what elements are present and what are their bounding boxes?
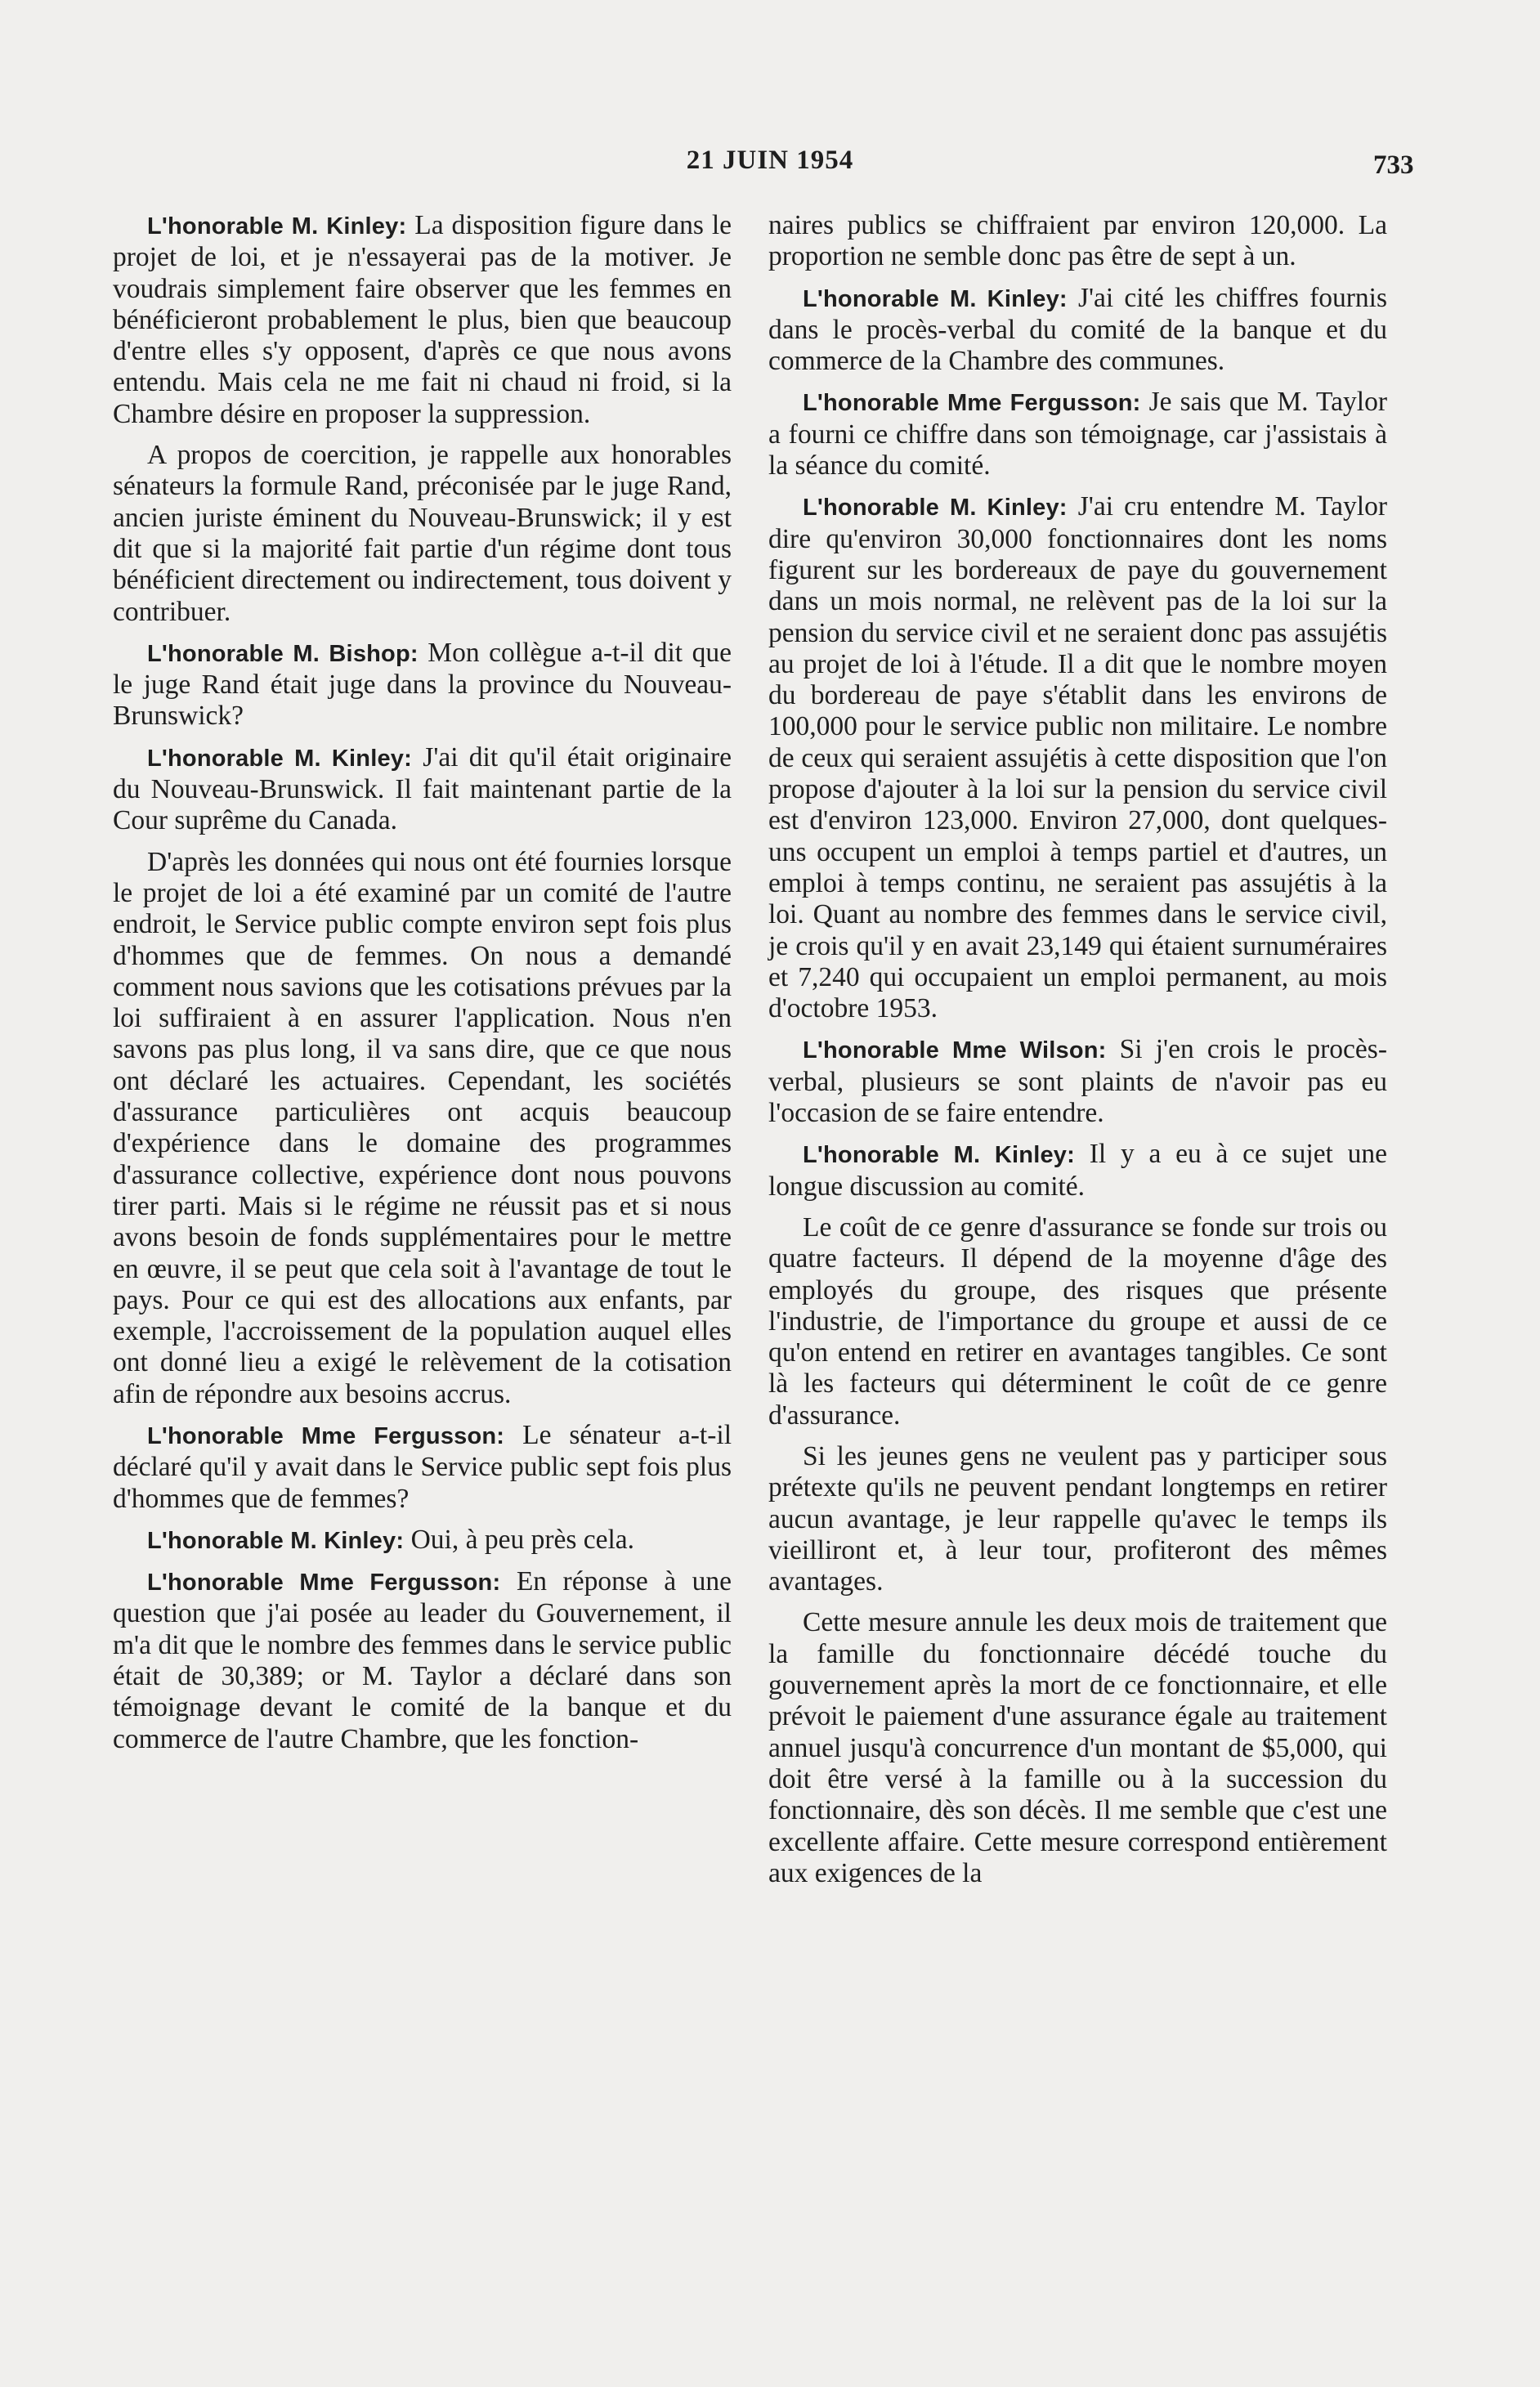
- paragraph-text: Le coût de ce genre d'assurance se fonde sur trois ou quatre facteurs. Il dépend de la moyenne d'âge des employés du groupe, des risques que présente l'industrie, de l'importance du groupe et aussi de ce qu'on entend en retirer en avantages tangibles. Ce sont là les facteurs qui déterminent le coût de ce genre d'assurance.: [768, 1211, 1387, 1431]
- paragraph: [768, 1212, 1387, 1431]
- paragraph-text: Si les jeunes gens ne veulent pas y participer sous prétexte qu'ils ne peuvent pendant longtemps en retirer aucun avantage, je leur rappelle qu'avec le temps ils vieilliront et, à leur tour, profiteront des mêmes avantages.: [768, 1440, 1387, 1597]
- paragraph: [768, 1034, 1387, 1129]
- paragraph-text: J'ai cité les chiffres fournis dans le procès-verbal du comité de la banque et du commerce de la Chambre des communes.: [768, 282, 1388, 377]
- paragraph-text: A propos de coercition, je rappelle aux honorables sénateurs la formule Rand, préconisée par le juge Rand, ancien juriste éminent du Nouveau-Brunswick; il y est dit que si la majorité fait partie d'un régime dont tous bénéficient directement ou indirectement, tous doivent y contribuer.: [113, 440, 732, 627]
- paragraph: [113, 847, 732, 1410]
- page-number: 733: [1373, 150, 1414, 180]
- speaker-label: L'honorable Mme Fergusson:: [803, 390, 1141, 417]
- speaker-label: L'honorable M. Kinley:: [147, 745, 412, 772]
- page-date: 21 JUIN 1954: [686, 146, 854, 175]
- speaker-label: L'honorable M. Kinley:: [803, 1142, 1075, 1169]
- speaker-label: L'honorable Mme Fergusson:: [147, 1422, 505, 1449]
- paragraph: [113, 638, 732, 732]
- paragraph: [768, 1441, 1387, 1597]
- paragraph-text: J'ai cru entendre M. Taylor dire qu'environ 30,000 fonctionnaires dont les noms figurent sur les bordereaux de paye du gouvernement dans un mois normal, ne relèvent pas de la loi sur la pension du service civil et ne seraient donc pas assujétis au projet de loi à l'étude. Il a dit que le nombre moyen du bordereau de paye s'établit dans les environs de 100,000 pour le service public non militaire. Le nombre de ceux qui seraient assujétis à cette disposition que l'on propose d'ajouter à la loi sur la pension du service civil est d'environ 123,000. Environ 27,000, dont quelques-uns occupent un emploi à temps partiel et d'autres, un emploi à temps continu, ne seraient pas assujétis à la loi. Quant au nombre des femmes dans le service civil, je crois qu'il y en avait 23,149 qui étaient surnuméraires et 7,240 qui occupaient un emploi permanent, au mois d'octobre 1953.: [768, 491, 1388, 1024]
- right-column: [768, 210, 1387, 1899]
- paragraph: [113, 1420, 732, 1515]
- speaker-label: L'honorable M. Bishop:: [147, 640, 419, 667]
- speaker-label: L'honorable M. Kinley:: [803, 495, 1068, 522]
- paragraph: [113, 440, 732, 628]
- paragraph: [768, 1607, 1387, 1889]
- paragraph-text: Cette mesure annule les deux mois de traitement que la famille du fonctionnaire décédé touche du gouvernement après la mort de ce fonctionnaire, et elle prévoit le paiement d'une assurance égale au traitement annuel jusqu'à concurrence d'un montant de $5,000, qui doit être versé à la famille ou à la succession du fonctionnaire, dès son décès. Il me semble que c'est une excellente affaire. Cette mesure correspond entièrement aux exigences de la: [768, 1607, 1387, 1888]
- paragraph-text: Le sénateur a-t-il déclaré qu'il y avait dans le Service public sept fois plus d'hommes que de femmes?: [113, 1419, 732, 1514]
- speaker-label: L'honorable Mme Wilson:: [803, 1037, 1107, 1064]
- speaker-label: L'honorable Mme Fergusson:: [147, 1570, 501, 1597]
- paragraph-text: Oui, à peu près cela.: [410, 1524, 635, 1555]
- paragraph: [113, 210, 732, 430]
- paragraph-text: Si j'en crois le procès-verbal, plusieurs se sont plaints de n'avoir pas eu l'occasion de se faire entendre.: [768, 1034, 1387, 1129]
- paragraph: [113, 1566, 732, 1755]
- paragraph: [768, 491, 1387, 1024]
- paragraph-text: Mon collègue a-t-il dit que le juge Rand était juge dans la province du Nouveau-Brunswick?: [113, 637, 732, 732]
- paragraph: [768, 1139, 1387, 1202]
- paragraph: [768, 283, 1387, 378]
- paragraph-text: naires publics se chiffraient par environ 120,000. La proportion ne semble donc pas être de sept à un.: [768, 210, 1387, 272]
- paragraph-text: J'ai dit qu'il était originaire du Nouveau-Brunswick. Il fait maintenant partie de la Cour suprême du Canada.: [113, 741, 732, 836]
- left-column: [113, 210, 732, 1765]
- paragraph-text: Il y a eu à ce sujet une longue discussion au comité.: [768, 1139, 1387, 1202]
- speaker-label: L'honorable M. Kinley:: [147, 213, 407, 240]
- speaker-label: L'honorable M. Kinley:: [147, 1527, 405, 1554]
- paragraph: [113, 1525, 732, 1556]
- paragraph-text: En réponse à une question que j'ai posée au leader du Gouvernement, il m'a dit que le nombre des femmes dans le service public était de 30,389; or M. Taylor a déclaré dans son témoignage devant le comité de la banque et du commerce de l'autre Chambre, que les fonction-: [113, 1566, 732, 1754]
- paragraph-text: D'après les données qui nous ont été fournies lorsque le projet de loi a été examiné par un comité de l'autre endroit, le Service public compte environ sept fois plus d'hommes que de femmes. On nous a demandé comment nous savions que les cotisations prévues par la loi suffiraient à en assurer l'application. Nous n'en savons pas plus long, il va sans dire, que ce que nous ont déclaré les actuaires. Cependant, les sociétés d'assurance particulières ont acquis beaucoup d'expérience dans le domaine des programmes d'assurance collective, expérience dont nous pouvons tirer parti. Mais si le régime ne réussit pas et si nous avons besoin de fonds supplémentaires pour le mettre en œuvre, il se peut que cela soit à l'avantage de tout le pays. Pour ce qui est des allocations aux enfants, par exemple, l'accroissement de la population auquel elles ont donné lieu a exigé le relèvement de la cotisation afin de répondre aux besoins accrus.: [113, 846, 732, 1409]
- paragraph: [113, 742, 732, 837]
- paragraph: [768, 387, 1387, 481]
- speaker-label: L'honorable M. Kinley:: [803, 285, 1068, 312]
- paragraph-text: La disposition figure dans le projet de loi, et je n'essayerai pas de la motiver. Je voudrais simplement faire observer que les femmes en bénéficieront probablement le plus, bien que beaucoup d'entre elles s'y opposent, d'après ce que nous avons entendu. Mais cela ne me fait ni chaud ni froid, si la Chambre désire en proposer la suppression.: [113, 210, 732, 429]
- paragraph-text: Je sais que M. Taylor a fourni ce chiffre dans son témoignage, car j'assistais à la séance du comité.: [768, 387, 1387, 481]
- paragraph: [768, 210, 1387, 273]
